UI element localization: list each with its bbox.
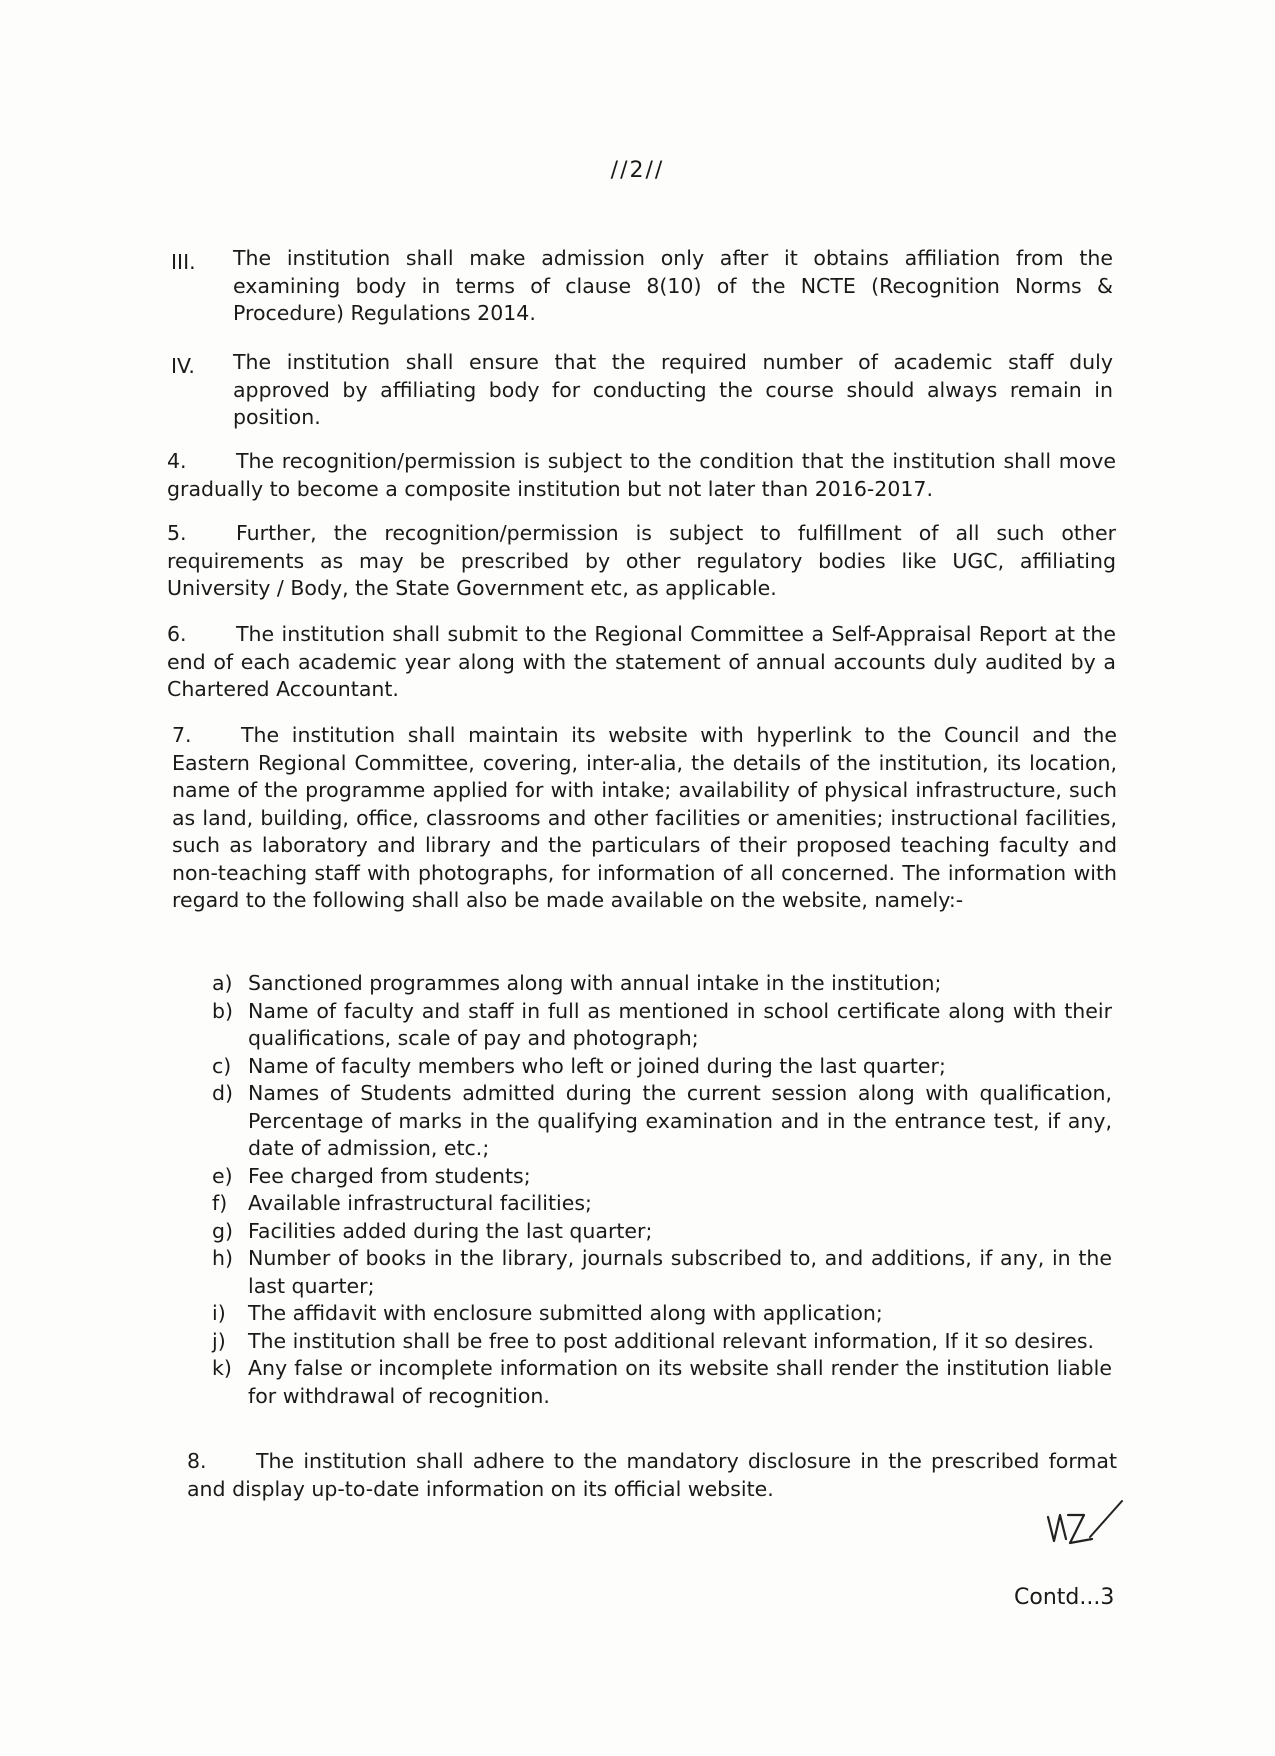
list-text: Names of Students admitted during the current session along with qualification, Percentage of marks in the qualifying examination and in the entrance test, if any, date of admission, etc.; [248,1081,1112,1160]
list-text: Number of books in the library, journals subscribed to, and additions, if any, in the last quarter; [248,1246,1112,1298]
paragraph-number: 6. [167,622,187,646]
paragraph-text: The recognition/permission is subject to the condition that the institution shall move gradually to become a composite institution but not later than 2016-2017. [167,449,1116,501]
clause-number: IV. [171,354,195,378]
list-letter: k) [212,1356,232,1380]
list-text: Name of faculty members who left or joined during the last quarter; [248,1053,946,1078]
list-text: Facilities added during the last quarter; [248,1218,653,1243]
list-letter: f) [212,1191,228,1215]
list-letter: c) [212,1053,232,1078]
list-letter: g) [212,1218,234,1243]
paragraph-number: 8. [187,1449,207,1473]
list-item [212,970,1112,998]
list-text: Fee charged from students; [248,1163,531,1188]
paragraph-text: The institution shall submit to the Regional Committee a Self-Appraisal Report at the end of each academic year along with the statement of annual accounts duly audited by a Chartered Accountant. [167,622,1116,701]
list-text: Any false or incomplete information on its website shall render the institution liable for withdrawal of recognition. [248,1356,1112,1408]
list-text: Available infrastructural facilities; [248,1191,592,1215]
list-letter: d) [212,1081,234,1105]
paragraph-number: 7. [172,723,192,747]
website-info-list [212,970,1112,1410]
list-text: Sanctioned programmes along with annual intake in the institution; [248,971,942,995]
list-letter: h) [212,1246,233,1270]
paragraph-4 [167,448,1116,503]
paragraph-text: Further, the recognition/permission is subject to fulfillment of all such other requirements as may be prescribed by other regulatory bodies like UGC, affiliating University / Body, the State Government etc, as applicable. [167,521,1116,600]
continuation-note: Contd...3 [1014,1585,1115,1610]
paragraph-number: 5. [167,521,187,545]
handwritten-initials [1040,1495,1130,1555]
page-number: //2// [610,158,665,183]
list-item [212,1300,1112,1328]
paragraph-text: The institution shall adhere to the mandatory disclosure in the prescribed format and display up-to-date information on its official website. [187,1449,1117,1501]
list-letter: j) [212,1328,226,1353]
list-item [212,1080,1112,1163]
clause-text: The institution shall ensure that the required number of academic staff duly approved by affiliating body for conducting the course should always remain in position. [233,350,1113,429]
paragraph-7 [172,722,1117,915]
list-text: The institution shall be free to post additional relevant information, If it so desires. [248,1328,1095,1353]
list-item [212,998,1112,1053]
list-item [212,1355,1112,1410]
list-letter: e) [212,1163,233,1188]
list-item [212,1163,1112,1191]
paragraph-6 [167,621,1116,704]
paragraph-number: 4. [167,449,187,473]
list-text: Name of faculty and staff in full as mentioned in school certificate along with their qualifications, scale of pay and photograph; [248,998,1112,1050]
list-item [212,1218,1112,1246]
clause-number: III. [171,250,196,274]
list-item [212,1053,1112,1081]
list-letter: i) [212,1301,226,1325]
paragraph-text: The institution shall maintain its website with hyperlink to the Council and the Eastern Regional Committee, covering, inter-alia, the details of the institution, its location, name of the programme applied for with intake; availability of physical infrastructure, such as land, building, office, classrooms and other facilities or amenities; instructional facilities, such as laboratory and library and the particulars of their proposed teaching faculty and non-teaching staff with photographs, for information of all concerned. The information with regard to the following shall also be made available on the website, namely:- [172,723,1117,912]
list-letter: a) [212,971,233,995]
paragraph-8 [187,1448,1117,1503]
paragraph-5 [167,520,1116,603]
list-item [212,1328,1112,1356]
list-text: The affidavit with enclosure submitted along with application; [248,1301,883,1325]
list-item [212,1190,1112,1218]
list-item [212,1245,1112,1300]
list-letter: b) [212,998,234,1023]
clause-text: The institution shall make admission only after it obtains affiliation from the examining body in terms of clause 8(10) of the NCTE (Recognition Norms & Procedure) Regulations 2014. [233,246,1113,325]
